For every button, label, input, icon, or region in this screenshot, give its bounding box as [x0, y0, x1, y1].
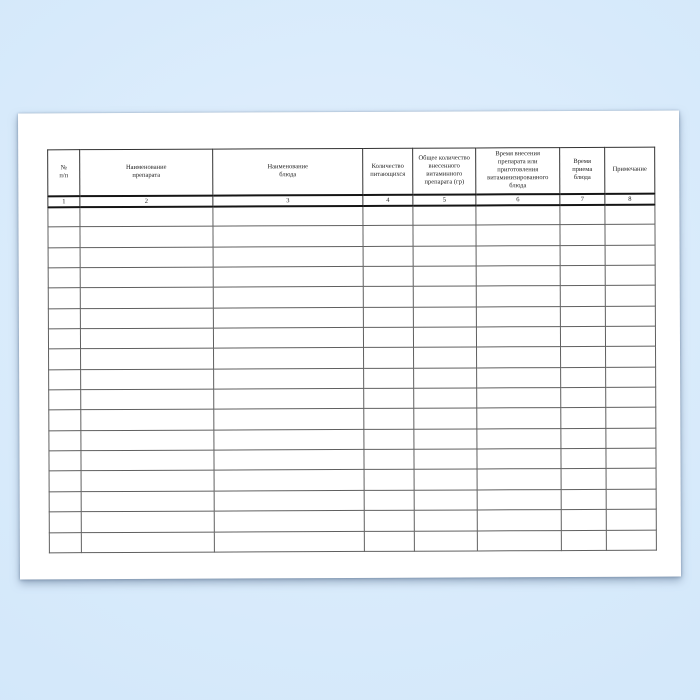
empty-cell: [81, 348, 214, 369]
empty-cell: [605, 225, 655, 246]
empty-cell: [606, 448, 656, 469]
empty-cell: [363, 287, 413, 308]
empty-cell: [477, 530, 561, 551]
empty-cell: [213, 246, 363, 267]
empty-cell: [81, 511, 214, 532]
empty-cell: [606, 367, 656, 388]
empty-cell: [476, 245, 560, 266]
empty-cell: [214, 389, 364, 410]
empty-cell: [49, 451, 81, 471]
empty-cell: [414, 347, 477, 368]
table-row: [49, 509, 656, 532]
empty-cell: [80, 328, 213, 349]
empty-cell: [213, 205, 363, 226]
empty-cell: [560, 265, 605, 286]
empty-cell: [477, 388, 561, 409]
column-header-1: № п/п: [48, 150, 80, 196]
empty-cell: [413, 205, 476, 226]
empty-cell: [605, 306, 655, 327]
table-row: [49, 347, 656, 370]
table-body: [48, 204, 657, 553]
empty-cell: [214, 470, 364, 491]
empty-cell: [605, 326, 655, 347]
table-row: [49, 448, 656, 471]
table-row: [48, 204, 655, 227]
table-row: [49, 387, 656, 410]
empty-cell: [81, 430, 214, 451]
empty-cell: [364, 531, 414, 552]
empty-cell: [414, 388, 477, 409]
empty-cell: [606, 347, 656, 368]
empty-cell: [81, 450, 214, 471]
empty-cell: [561, 387, 606, 408]
table-row: [49, 428, 656, 451]
empty-cell: [476, 306, 560, 327]
column-header-2: Наименование препарата: [80, 149, 213, 196]
empty-cell: [414, 490, 477, 511]
empty-cell: [364, 388, 414, 409]
table-row: [48, 326, 655, 349]
empty-cell: [363, 266, 413, 287]
column-number-7: 7: [560, 193, 605, 204]
column-number-1: 1: [48, 196, 80, 207]
empty-cell: [80, 287, 213, 308]
empty-cell: [476, 266, 560, 287]
table-header-row: [48, 147, 655, 196]
document-page: [18, 111, 681, 580]
empty-cell: [214, 511, 364, 532]
empty-cell: [560, 286, 605, 307]
empty-cell: [476, 286, 560, 307]
empty-cell: [48, 288, 80, 308]
column-number-4: 4: [363, 194, 413, 205]
column-number-3: 3: [213, 194, 363, 206]
table-row: [48, 306, 655, 329]
empty-cell: [561, 469, 606, 490]
empty-cell: [476, 225, 560, 246]
empty-cell: [606, 530, 656, 551]
empty-cell: [214, 531, 364, 552]
empty-cell: [561, 530, 606, 551]
empty-cell: [561, 367, 606, 388]
table-row: [49, 469, 656, 492]
empty-cell: [605, 204, 655, 225]
empty-cell: [81, 369, 214, 390]
empty-cell: [364, 490, 414, 511]
empty-cell: [80, 226, 213, 247]
column-number-6: 6: [476, 194, 560, 205]
empty-cell: [561, 408, 606, 429]
empty-cell: [477, 428, 561, 449]
empty-cell: [476, 327, 560, 348]
empty-cell: [364, 348, 414, 369]
column-header-5: Общее количество внесенного витаминного препарата (гр): [413, 148, 476, 194]
empty-cell: [413, 225, 476, 246]
empty-cell: [561, 347, 606, 368]
empty-cell: [413, 266, 476, 287]
empty-cell: [81, 389, 214, 410]
empty-cell: [364, 510, 414, 531]
empty-cell: [214, 490, 364, 511]
empty-cell: [413, 286, 476, 307]
empty-cell: [606, 408, 656, 429]
table-row: [49, 489, 656, 512]
empty-cell: [413, 246, 476, 267]
empty-cell: [49, 349, 81, 369]
empty-cell: [213, 226, 363, 247]
empty-cell: [213, 328, 363, 349]
empty-cell: [363, 205, 413, 226]
column-header-7: Время приема блюда: [560, 147, 605, 193]
empty-cell: [48, 227, 80, 247]
column-number-5: 5: [413, 194, 476, 205]
empty-cell: [49, 471, 81, 491]
empty-cell: [81, 491, 214, 512]
empty-cell: [606, 509, 656, 530]
empty-cell: [414, 449, 477, 470]
empty-cell: [80, 267, 213, 288]
empty-cell: [49, 410, 81, 430]
table-row: [49, 367, 656, 390]
empty-cell: [476, 205, 560, 226]
empty-cell: [561, 428, 606, 449]
empty-cell: [49, 390, 81, 410]
empty-cell: [606, 387, 656, 408]
empty-cell: [363, 307, 413, 328]
empty-cell: [414, 368, 477, 389]
empty-cell: [364, 470, 414, 491]
empty-cell: [413, 327, 476, 348]
table-row: [49, 408, 656, 431]
table-row: [48, 286, 655, 309]
empty-cell: [364, 429, 414, 450]
column-header-8: Примечание: [605, 147, 655, 193]
empty-cell: [606, 428, 656, 449]
empty-cell: [606, 469, 656, 490]
empty-cell: [80, 247, 213, 268]
empty-cell: [364, 409, 414, 430]
empty-cell: [414, 408, 477, 429]
column-number-8: 8: [605, 193, 655, 204]
empty-cell: [606, 489, 656, 510]
empty-cell: [48, 329, 80, 349]
empty-cell: [477, 367, 561, 388]
empty-cell: [213, 266, 363, 287]
empty-cell: [49, 512, 81, 532]
empty-cell: [414, 469, 477, 490]
empty-cell: [214, 450, 364, 471]
empty-cell: [49, 369, 81, 389]
empty-cell: [414, 510, 477, 531]
empty-cell: [560, 306, 605, 327]
empty-cell: [48, 207, 80, 227]
empty-cell: [48, 268, 80, 288]
empty-cell: [364, 449, 414, 470]
empty-cell: [605, 286, 655, 307]
empty-cell: [605, 265, 655, 286]
empty-cell: [364, 368, 414, 389]
column-number-2: 2: [80, 195, 213, 207]
empty-cell: [214, 368, 364, 389]
empty-cell: [477, 510, 561, 531]
empty-cell: [414, 429, 477, 450]
empty-cell: [560, 204, 605, 225]
empty-cell: [48, 247, 80, 267]
empty-cell: [560, 326, 605, 347]
empty-cell: [213, 287, 363, 308]
table-row: [48, 265, 655, 288]
empty-cell: [561, 449, 606, 470]
empty-cell: [81, 410, 214, 431]
table-row: [49, 530, 656, 553]
empty-cell: [560, 245, 605, 266]
table-row: [48, 245, 655, 268]
empty-cell: [363, 226, 413, 247]
empty-cell: [414, 530, 477, 551]
empty-cell: [477, 489, 561, 510]
empty-cell: [477, 408, 561, 429]
column-header-6: Время внесения препарата или приготовления витаминизированного блюда: [476, 148, 560, 194]
empty-cell: [49, 491, 81, 511]
empty-cell: [80, 308, 213, 329]
empty-cell: [213, 307, 363, 328]
column-header-3: Наименование блюда: [213, 148, 363, 195]
empty-cell: [477, 469, 561, 490]
empty-cell: [49, 430, 81, 450]
vitaminization-journal-table: [47, 147, 657, 554]
empty-cell: [413, 307, 476, 328]
empty-cell: [214, 429, 364, 450]
empty-cell: [81, 532, 214, 553]
empty-cell: [214, 409, 364, 430]
empty-cell: [363, 246, 413, 267]
empty-cell: [477, 449, 561, 470]
column-header-4: Количество питающихся: [363, 148, 413, 194]
empty-cell: [214, 348, 364, 369]
empty-cell: [605, 245, 655, 266]
empty-cell: [363, 327, 413, 348]
table-row: [48, 225, 655, 248]
empty-cell: [48, 308, 80, 328]
empty-cell: [49, 532, 81, 553]
empty-cell: [80, 206, 213, 227]
empty-cell: [561, 489, 606, 510]
empty-cell: [81, 471, 214, 492]
empty-cell: [560, 225, 605, 246]
empty-cell: [561, 510, 606, 531]
empty-cell: [477, 347, 561, 368]
